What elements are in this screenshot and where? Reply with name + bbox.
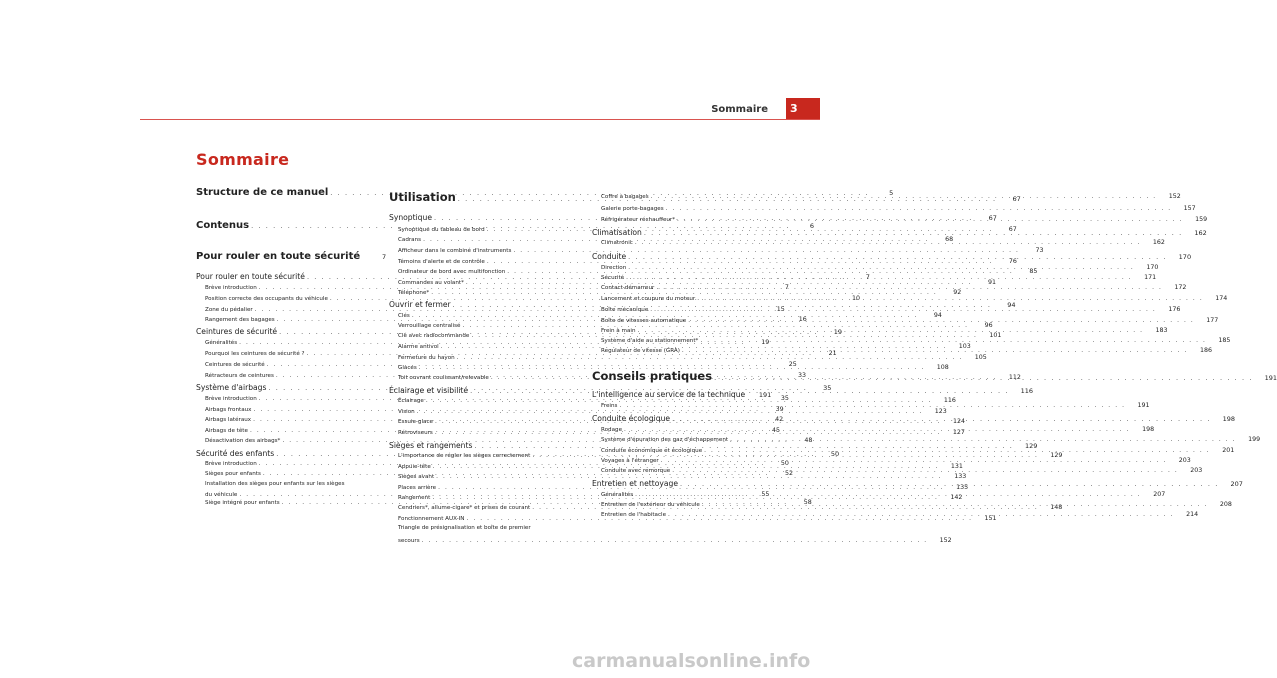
toc-entry[interactable] bbox=[601, 337, 1231, 344]
toc-page-number: 129 bbox=[1050, 452, 1063, 459]
toc-leader-dots bbox=[688, 318, 1194, 324]
toc-entry-title: Généralités bbox=[601, 492, 634, 498]
toc-entry[interactable] bbox=[601, 205, 1196, 212]
toc-entry-title: Commandes au volant* bbox=[398, 280, 464, 286]
toc-page-number: 185 bbox=[1218, 337, 1231, 344]
toc-entry-title: Appuie-tête bbox=[398, 464, 431, 470]
toc-page-number: 123 bbox=[934, 408, 947, 415]
toc-page-number: 170 bbox=[1146, 264, 1159, 271]
toc-page-number: 101 bbox=[989, 332, 1002, 339]
toc-entry-title: Brève introduction bbox=[205, 285, 257, 291]
toc-leader-dots bbox=[672, 415, 1211, 423]
toc-page-number: 174 bbox=[1215, 295, 1228, 302]
toc-entry-title: Conduite écologique bbox=[592, 414, 671, 423]
toc-entry-title: Alarme antivol bbox=[398, 344, 439, 350]
toc-page-number: 15 bbox=[776, 306, 785, 313]
toc-leader-dots bbox=[628, 265, 1134, 271]
toc-entry-title: Rodage bbox=[601, 427, 623, 433]
toc-page-number: 152 bbox=[1168, 193, 1181, 200]
toc-leader-dots bbox=[651, 194, 1157, 200]
toc-page-number: 35 bbox=[780, 395, 789, 402]
toc-entry-title: Sièges avant bbox=[398, 474, 435, 480]
toc-page-number: 191 bbox=[1264, 374, 1277, 382]
toc-page-number: 127 bbox=[952, 429, 965, 436]
toc-entry-title: Système d'airbags bbox=[196, 383, 267, 392]
toc-entry-title: Rétroviseurs bbox=[398, 430, 433, 436]
toc-entry-title: Siège intégré pour enfants bbox=[205, 500, 280, 506]
toc-page-number: 203 bbox=[1178, 457, 1191, 464]
toc-entry-title: Entretien de l'extérieur du véhicule bbox=[601, 502, 700, 508]
toc-page-number: 96 bbox=[984, 322, 993, 329]
toc-entry-title: Triangle de présignalisation et boîte de premier bbox=[398, 525, 531, 531]
toc-page-number: 142 bbox=[950, 494, 963, 501]
toc-page-number: 112 bbox=[1008, 374, 1021, 381]
toc-page-number: 162 bbox=[1152, 239, 1165, 246]
toc-page-number: 172 bbox=[1174, 284, 1187, 291]
toc-leader-dots bbox=[635, 240, 1141, 246]
toc-page-number: 21 bbox=[828, 350, 837, 357]
toc-entry[interactable] bbox=[398, 322, 993, 329]
toc-page-number: 67 bbox=[1012, 195, 1021, 203]
toc-entry[interactable] bbox=[398, 247, 1044, 254]
toc-entry-title: Utilisation bbox=[389, 190, 456, 204]
toc-page-number: 191 bbox=[758, 391, 772, 399]
toc-entry[interactable] bbox=[592, 252, 1192, 261]
toc-entry-title: Airbags latéraux bbox=[205, 417, 252, 423]
toc-leader-dots bbox=[457, 355, 963, 361]
toc-page-number: 42 bbox=[775, 416, 784, 423]
toc-leader-dots bbox=[730, 437, 1236, 443]
toc-entry[interactable] bbox=[205, 481, 384, 487]
toc-page-number: 67 bbox=[988, 214, 997, 222]
toc-entry-title: Conduite avec remorque bbox=[601, 468, 671, 474]
toc-page-number: 33 bbox=[797, 372, 806, 379]
toc-entry-title: Système d'aide au stationnement* bbox=[601, 338, 699, 344]
toc-entry-title: L'importance de régler les sièges correctement bbox=[398, 453, 531, 459]
toc-page-number: 116 bbox=[1020, 387, 1033, 395]
toc-entry-title: Pourquoi les ceintures de sécurité ? bbox=[205, 351, 305, 357]
toc-entry[interactable] bbox=[601, 274, 1157, 281]
page-number-badge: 3 bbox=[786, 98, 820, 119]
toc-entry-title: du véhicule bbox=[205, 492, 238, 498]
toc-entry[interactable] bbox=[398, 289, 962, 296]
toc-entry-title: Synoptique du tableau de bord bbox=[398, 227, 485, 233]
toc-entry-title: Synoptique bbox=[389, 213, 432, 222]
toc-entry-title: Direction bbox=[601, 265, 627, 271]
toc-page-number: 50 bbox=[830, 450, 840, 458]
toc-leader-dots bbox=[700, 338, 1206, 344]
toc-page-number: 116 bbox=[943, 397, 956, 404]
toc-entry[interactable] bbox=[398, 354, 987, 361]
toc-page-number: 207 bbox=[1230, 480, 1243, 488]
toc-entry-title: Éclairage et visibilité bbox=[389, 386, 469, 395]
toc-entry[interactable] bbox=[398, 343, 971, 350]
toc-leader-dots bbox=[650, 307, 1156, 313]
toc-entry[interactable] bbox=[601, 511, 1199, 518]
toc-entry-title: Cendriers*, allume-cigare* et prises de courant bbox=[398, 505, 531, 511]
toc-leader-dots bbox=[677, 217, 1183, 223]
toc-page-number: 176 bbox=[1168, 306, 1181, 313]
toc-page-number: 133 bbox=[954, 473, 967, 480]
toc-page-number: 199 bbox=[1248, 436, 1261, 443]
toc-page-number: 68 bbox=[945, 236, 954, 243]
toc-page-number: 67 bbox=[1008, 226, 1017, 233]
toc-page-number: 76 bbox=[1008, 258, 1017, 265]
toc-page-number: 131 bbox=[950, 463, 963, 470]
toc-entry-title: Sécurité bbox=[601, 275, 625, 281]
toc-page-number: 58 bbox=[803, 499, 812, 506]
toc-page-number: 19 bbox=[761, 339, 770, 346]
toc-page-number: 25 bbox=[788, 361, 797, 368]
toc-page-number: 201 bbox=[1222, 447, 1235, 454]
toc-entry-title: Sièges et rangements bbox=[389, 441, 473, 450]
running-header-title: Sommaire bbox=[711, 104, 768, 115]
toc-page-number: 55 bbox=[761, 491, 770, 498]
toc-entry-title: Position correcte des occupants du véhicule bbox=[205, 296, 328, 302]
toc-page-number: 7 bbox=[784, 284, 789, 291]
toc-entry-title: Conduite économique et écologique bbox=[601, 448, 703, 454]
toc-entry-title: L'intelligence au service de la technique bbox=[592, 390, 746, 399]
toc-leader-dots bbox=[666, 206, 1172, 212]
toc-entry-title: Fermeture du hayon bbox=[398, 355, 455, 361]
toc-entry-title: Galerie porte-bagages bbox=[601, 206, 664, 212]
toc-entry-title: Toit ouvrant coulissant/relevable bbox=[398, 375, 489, 381]
toc-entry-title: Généralités bbox=[205, 340, 238, 346]
toc-entry-title: Conseils pratiques bbox=[592, 369, 713, 383]
watermark-text: carmanualsonline.info bbox=[572, 650, 811, 672]
toc-leader-dots bbox=[672, 468, 1178, 474]
toc-entry-title: Contact-démarreur bbox=[601, 285, 655, 291]
toc-leader-dots bbox=[661, 458, 1167, 464]
toc-entry[interactable] bbox=[398, 312, 942, 319]
toc-entry-title: Brève introduction bbox=[205, 461, 257, 467]
toc-page-number: 151 bbox=[984, 515, 997, 522]
toc-entry-title: Lancement et coupure du moteur bbox=[601, 296, 696, 302]
toc-page-number: 162 bbox=[1194, 229, 1207, 237]
toc-page-number: 135 bbox=[956, 484, 969, 491]
toc-entry-title: Vision bbox=[398, 409, 415, 415]
toc-leader-dots bbox=[656, 285, 1162, 291]
toc-page-number: 183 bbox=[1155, 327, 1168, 334]
toc-page-number: 94 bbox=[1007, 301, 1016, 309]
toc-entry-title: Contenus bbox=[196, 220, 250, 231]
toc-page-number: 7 bbox=[382, 253, 387, 261]
toc-leader-dots bbox=[628, 253, 1167, 261]
toc-page-number: 186 bbox=[1199, 347, 1212, 354]
toc-entry-title: Témoins d'alerte et de contrôle bbox=[398, 259, 485, 265]
toc-entry-title: Verrouillage centralisé bbox=[398, 323, 461, 329]
toc-entry-title: Rangement bbox=[398, 495, 431, 501]
toc-page-number: 198 bbox=[1222, 415, 1235, 423]
toc-entry-title: Climatisation bbox=[592, 228, 642, 237]
toc-entry[interactable] bbox=[389, 441, 1038, 450]
toc-entry[interactable] bbox=[398, 537, 952, 544]
toc-leader-dots bbox=[624, 427, 1130, 433]
toc-page-number: 50 bbox=[780, 460, 789, 467]
toc-entry-title: Sièges pour enfants bbox=[205, 471, 261, 477]
toc-leader-dots bbox=[635, 492, 1141, 498]
toc-entry-title: secours bbox=[398, 538, 420, 544]
toc-entry-title: Ceintures de sécurité bbox=[196, 327, 278, 336]
toc-entry-title: Téléphone* bbox=[398, 290, 430, 296]
toc-page-number: 85 bbox=[1029, 268, 1038, 275]
toc-entry-title: Rangement des bagages bbox=[205, 317, 275, 323]
toc-page-number: 157 bbox=[1183, 205, 1196, 212]
toc-entry-title: Sécurité des enfants bbox=[196, 449, 275, 458]
toc-page-number: 148 bbox=[1050, 504, 1063, 511]
toc-page-number: 170 bbox=[1178, 253, 1192, 261]
toc-page-number: 73 bbox=[1035, 247, 1044, 254]
toc-leader-dots bbox=[638, 328, 1144, 334]
toc-entry-title: Rétracteurs de ceintures bbox=[205, 373, 274, 379]
toc-page-number: 5 bbox=[889, 189, 894, 197]
toc-entry-title: Ordinateur de bord avec multifonction bbox=[398, 269, 506, 275]
toc-entry[interactable] bbox=[601, 284, 1187, 291]
toc-entry-title: Éclairage bbox=[398, 398, 424, 404]
toc-page-number: 208 bbox=[1219, 501, 1232, 508]
toc-entry-title: Boîte de vitesses automatique bbox=[601, 318, 687, 324]
toc-entry-title: Entretien et nettoyage bbox=[592, 479, 678, 488]
toc-page-number: 7 bbox=[865, 273, 870, 281]
toc-entry[interactable] bbox=[398, 525, 577, 531]
toc-page-number: 198 bbox=[1142, 426, 1155, 433]
toc-entry-title: Conduite bbox=[592, 252, 627, 261]
toc-page-number: 91 bbox=[987, 279, 996, 286]
toc-entry[interactable] bbox=[196, 251, 387, 262]
toc-entry[interactable] bbox=[398, 279, 996, 286]
toc-page-number: 16 bbox=[798, 316, 807, 323]
toc-entry-title: Glaces bbox=[398, 365, 417, 371]
toc-page-number: 45 bbox=[772, 427, 781, 434]
toc-entry-title: Pour rouler en toute sécurité bbox=[196, 251, 361, 262]
toc-leader-dots bbox=[644, 229, 1183, 237]
toc-page-number: 152 bbox=[939, 537, 952, 544]
toc-entry[interactable] bbox=[592, 390, 770, 399]
toc-entry-title: Freins bbox=[601, 403, 618, 409]
toc-page-number: 214 bbox=[1186, 511, 1199, 518]
toc-page-number: 48 bbox=[804, 437, 813, 444]
toc-entry-title: Entretien de l'habitacle bbox=[601, 512, 667, 518]
toc-page-number: 6 bbox=[809, 222, 815, 230]
toc-entry-title: Système d'épuration des gaz d'échappement bbox=[601, 437, 729, 443]
toc-page-number: 103 bbox=[958, 343, 971, 350]
toc-entry-title: Pour rouler en toute sécurité bbox=[196, 272, 305, 281]
toc-entry-title: Structure de ce manuel bbox=[196, 187, 329, 198]
toc-leader-dots bbox=[702, 502, 1208, 508]
toc-entry-title: Installation des sièges pour enfants sur les sièges bbox=[205, 481, 345, 487]
toc-entry-title: Brève introduction bbox=[205, 396, 257, 402]
toc-leader-dots bbox=[422, 538, 928, 544]
toc-page-number: 10 bbox=[851, 295, 860, 302]
toc-leader-dots bbox=[619, 403, 1125, 409]
toc-page-number: 177 bbox=[1206, 317, 1219, 324]
toc-page-number: 203 bbox=[1190, 467, 1203, 474]
toc-leader-dots bbox=[680, 480, 1219, 488]
toc-entry[interactable] bbox=[389, 300, 1016, 309]
toc-leader-dots bbox=[714, 374, 1253, 382]
toc-entry-title: Ouvrir et fermer bbox=[389, 300, 451, 309]
toc-entry-title: Clés bbox=[398, 313, 410, 319]
toc-entry[interactable] bbox=[601, 402, 1150, 409]
toc-entry-title: Places arrière bbox=[398, 485, 437, 491]
toc-entry-title: Climatronic bbox=[601, 240, 633, 246]
toc-page-number: 108 bbox=[936, 364, 949, 371]
toc-page-number: 171 bbox=[1144, 274, 1157, 281]
toc-leader-dots bbox=[626, 275, 1132, 281]
toc-entry-title: Frein à main bbox=[601, 328, 636, 334]
toc-entry-title: Regulateur de vitesse (GRA) bbox=[601, 348, 680, 354]
toc-entry-title: Cadrans bbox=[398, 237, 422, 243]
toc-entry-title: Réfrigérateur réchauffeur* bbox=[601, 217, 676, 223]
toc-entry-title: Coffre à bagages bbox=[601, 194, 649, 200]
toc-page-number: 159 bbox=[1195, 216, 1208, 223]
toc-page-number: 105 bbox=[974, 354, 987, 361]
toc-entry[interactable] bbox=[601, 264, 1159, 271]
toc-entry-title: Voyages à l'étranger bbox=[601, 458, 659, 464]
toc-entry[interactable] bbox=[398, 484, 969, 491]
toc-page-number: 19 bbox=[833, 328, 843, 336]
toc-entry-title: Ceintures de sécurité bbox=[205, 362, 265, 368]
toc-entry-title: Afficheur dans le combiné d'instruments bbox=[398, 248, 512, 254]
header-rule bbox=[140, 119, 820, 120]
page-title: Sommaire bbox=[196, 150, 290, 169]
toc-entry-title: Clé avec radiocommande bbox=[398, 333, 470, 339]
toc-page-number: 39 bbox=[775, 406, 784, 413]
toc-page-number: 124 bbox=[953, 418, 966, 425]
toc-page-number: 94 bbox=[933, 312, 942, 319]
toc-page-number: 207 bbox=[1153, 491, 1166, 498]
toc-entry-title: Essuie-glace bbox=[398, 419, 433, 425]
toc-entry-title: Fonctionnement AUX-IN bbox=[398, 516, 465, 522]
toc-entry[interactable] bbox=[398, 258, 1017, 265]
toc-page-number: 35 bbox=[823, 384, 832, 392]
toc-leader-dots bbox=[704, 448, 1210, 454]
toc-entry-title: Airbags frontaux bbox=[205, 407, 252, 413]
toc-leader-dots bbox=[682, 348, 1188, 354]
toc-entry-title: Zone du pédalier bbox=[205, 307, 253, 313]
toc-entry-title: Désactivation des airbags* bbox=[205, 438, 281, 444]
toc-page-number: 92 bbox=[953, 289, 962, 296]
toc-page-number: 191 bbox=[1137, 402, 1150, 409]
toc-page-number: 52 bbox=[784, 470, 793, 477]
toc-leader-dots bbox=[697, 296, 1203, 302]
toc-entry-title: Boîte mécanique bbox=[601, 307, 649, 313]
toc-entry-title: Airbags de tête bbox=[205, 428, 248, 434]
toc-leader-dots bbox=[668, 512, 1174, 518]
toc-page-number: 129 bbox=[1024, 442, 1038, 450]
